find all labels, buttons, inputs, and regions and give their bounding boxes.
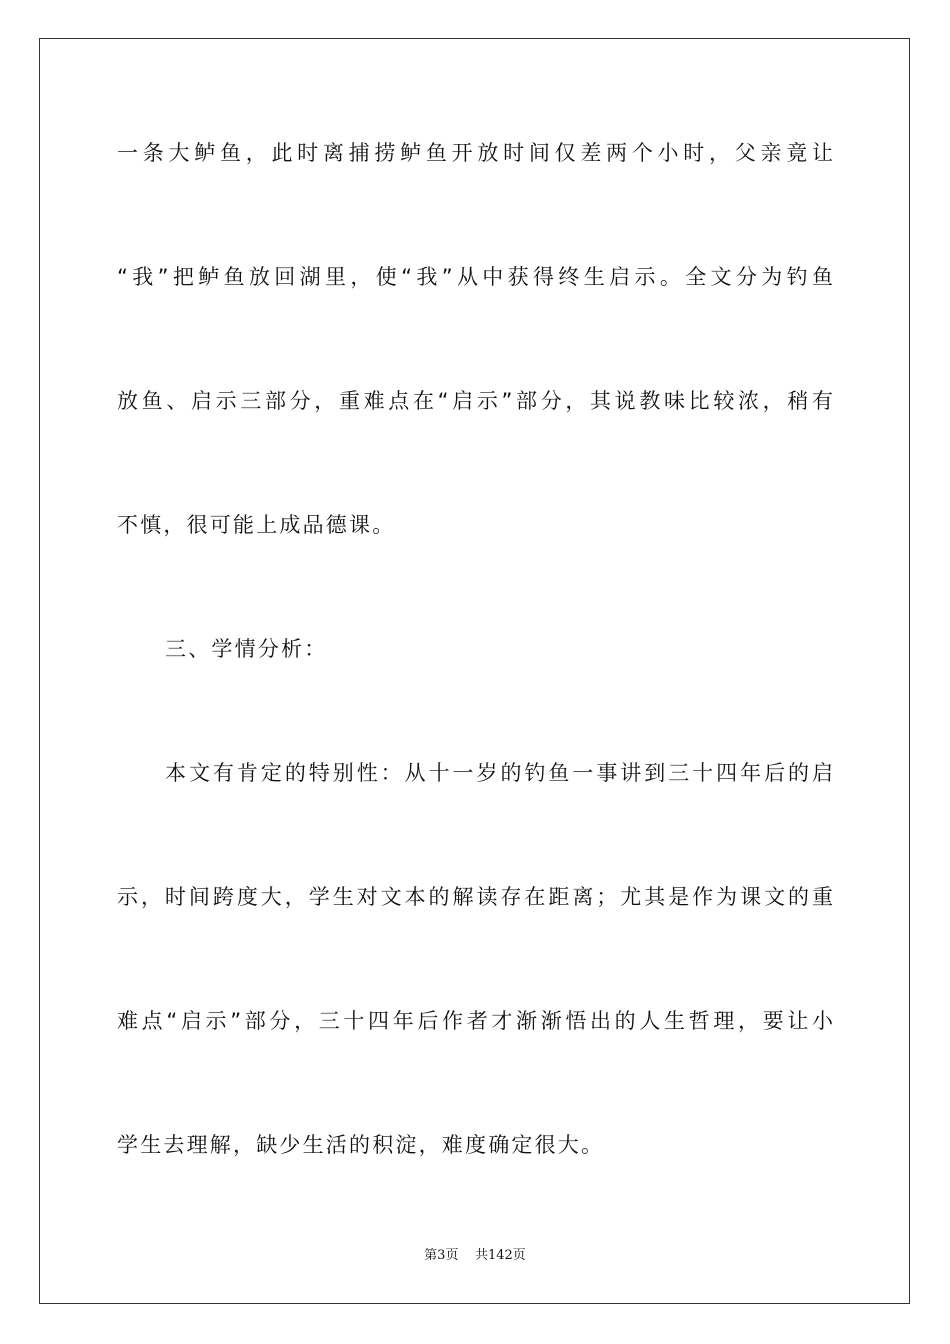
paragraph-line: 一条大鲈鱼，此时离捕捞鲈鱼开放时间仅差两个小时，父亲竟让 [117,141,833,165]
paragraph-line: 本文有肯定的特别性：从十一岁的钓鱼一事讲到三十四年后的启 [165,761,833,785]
section-heading: 三、学情分析： [165,637,328,661]
total-pages: 共142页 [474,1248,526,1263]
paragraph-line: 学生去理解，缺少生活的积淀，难度确定很大。 [117,1133,605,1157]
page-footer [0,1247,950,1265]
page-number: 第3页 [424,1248,459,1263]
page-border [39,38,910,1304]
paragraph-line: 不慎，很可能上成品德课。 [117,513,396,537]
paragraph-line: 放鱼、启示三部分，重难点在“启示”部分，其说教味比较浓，稍有 [117,389,833,413]
paragraph-line: “我”把鲈鱼放回湖里，使“我”从中获得终生启示。全文分为钓鱼 [117,265,833,289]
paragraph-line: 难点“启示”部分，三十四年后作者才渐渐悟出的人生哲理，要让小 [117,1009,833,1033]
paragraph-line: 示，时间跨度大，学生对文本的解读存在距离；尤其是作为课文的重 [117,885,833,909]
